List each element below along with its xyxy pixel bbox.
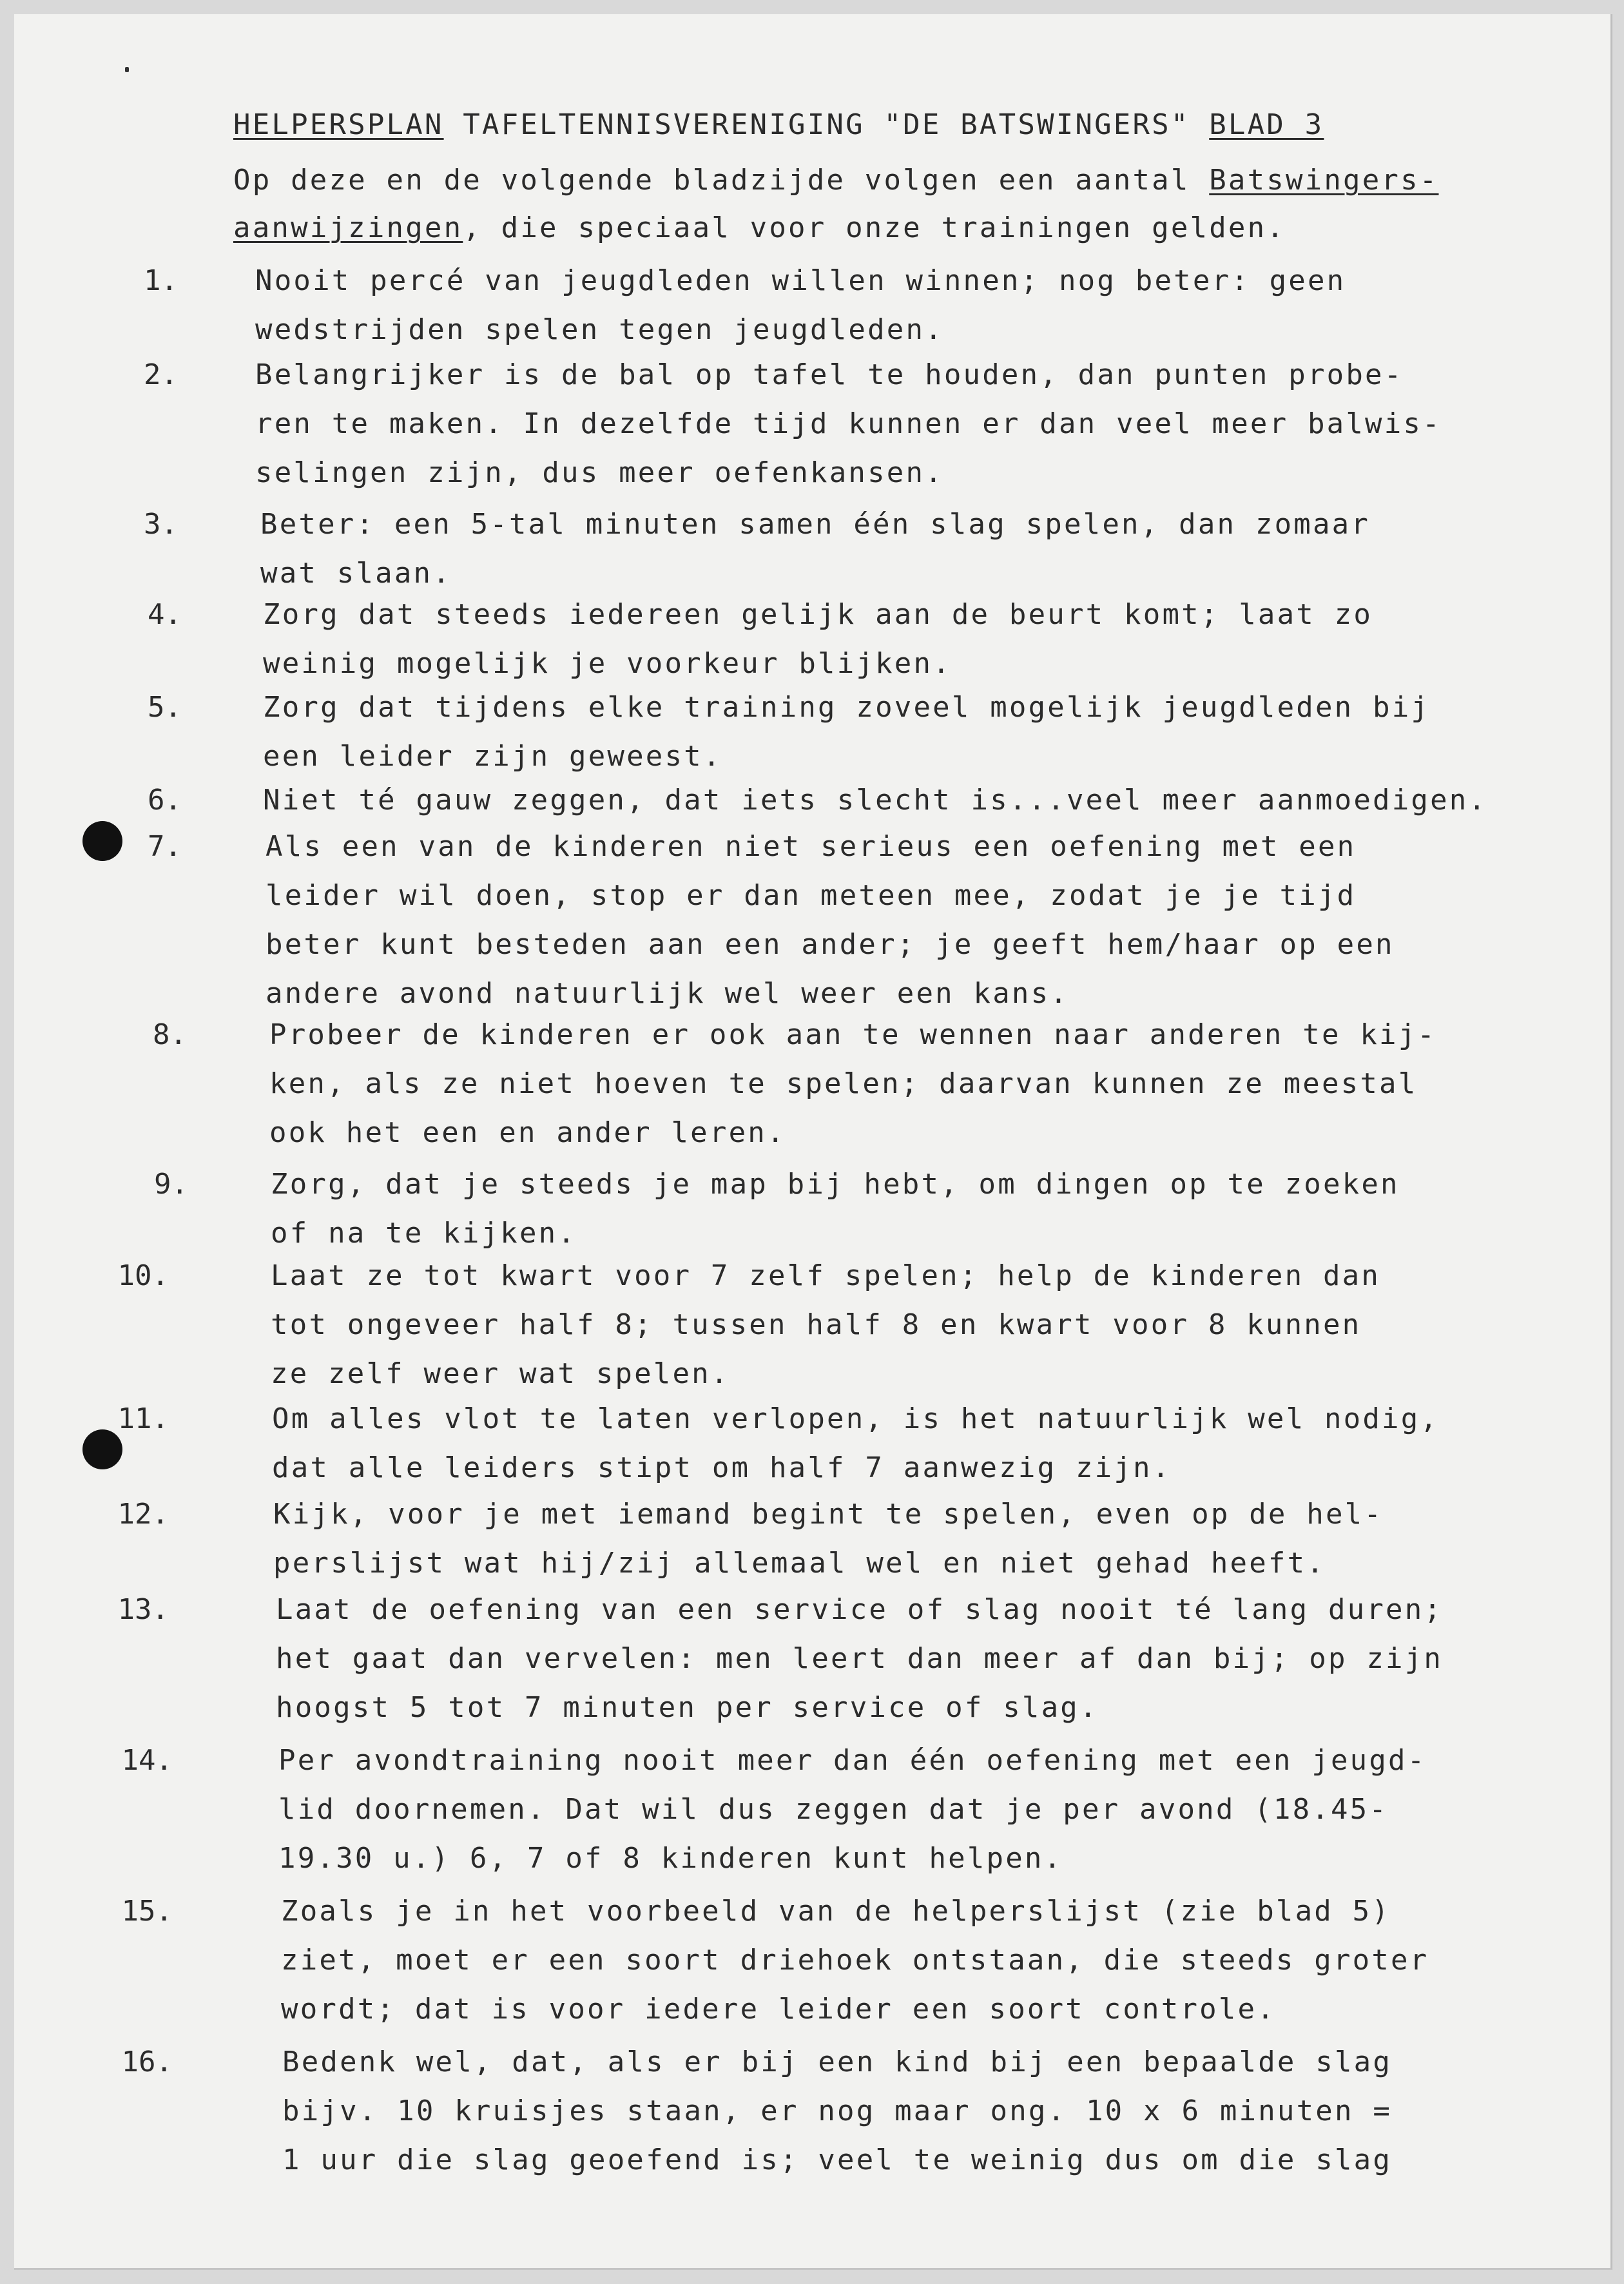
item-line: een leider zijn geweest. <box>263 740 722 773</box>
item-line: Laat de oefening van een service of slag nooit té lang duren; <box>276 1593 1444 1626</box>
item-line: Bedenk wel, dat, als er bij een kind bij een bepaalde slag <box>282 2046 1393 2078</box>
item-line: selingen zijn, dus meer oefenkansen. <box>255 456 944 489</box>
item-number: 2. <box>144 358 178 391</box>
item-line: dat alle leiders stipt om half 7 aanwezig zijn. <box>272 1451 1172 1484</box>
item-line: Zoals je in het voorbeeld van de helperslijst (zie blad 5) <box>281 1895 1391 1928</box>
item-number: 13. <box>117 1593 169 1626</box>
item-line: Om alles vlot te laten verlopen, is het natuurlijk wel nodig, <box>272 1402 1440 1435</box>
item-line: ren te maken. In dezelfde tijd kunnen er dan veel meer balwis- <box>255 407 1442 440</box>
item-line: lid doornemen. Dat wil dus zeggen dat je per avond (18.45- <box>278 1793 1389 1826</box>
document-page <box>14 14 1612 2270</box>
intro-line-1 <box>233 161 1439 200</box>
title-helpersplan: HELPERSPLAN <box>233 108 444 141</box>
item-line: Als een van de kinderen niet serieus een oefening met een <box>266 830 1357 863</box>
title-club-name: TAFELTENNISVERENIGING "DE BATSWINGERS" <box>463 108 1190 141</box>
item-line: Probeer de kinderen er ook aan te wennen naar anderen te kij- <box>269 1018 1437 1051</box>
item-line: ken, als ze niet hoeven te spelen; daarvan kunnen ze meestal <box>269 1067 1418 1100</box>
item-line: Beter: een 5-tal minuten samen één slag spelen, dan zomaar <box>260 508 1371 541</box>
item-line: 19.30 u.) 6, 7 of 8 kinderen kunt helpen. <box>278 1842 1063 1875</box>
item-number: 11. <box>117 1402 169 1435</box>
item-line: het gaat dan vervelen: men leert dan meer af dan bij; op zijn <box>276 1642 1444 1675</box>
item-line: tot ongeveer half 8; tussen half 8 en kwart voor 8 kunnen <box>271 1308 1362 1341</box>
item-number: 12. <box>117 1498 169 1531</box>
item-line: Belangrijker is de bal op tafel te houden, dan punten probe- <box>255 358 1404 391</box>
item-line: Zorg dat tijdens elke training zoveel mogelijk jeugdleden bij <box>263 691 1431 724</box>
item-number: 5. <box>148 691 182 724</box>
item-line: perslijst wat hij/zij allemaal wel en niet gehad heeft. <box>273 1547 1326 1580</box>
item-line: Zorg dat steeds iedereen gelijk aan de beurt komt; laat zo <box>263 598 1373 631</box>
item-line: Kijk, voor je met iemand begint te spelen, even op de hel- <box>273 1498 1384 1531</box>
item-line: wordt; dat is voor iedere leider een soort controle. <box>281 1993 1276 2026</box>
item-line: weinig mogelijk je voorkeur blijken. <box>263 647 952 680</box>
item-line: andere avond natuurlijk wel weer een kans. <box>266 977 1069 1010</box>
item-number: 10. <box>117 1259 169 1292</box>
item-number: 8. <box>153 1018 187 1051</box>
item-line: Nooit percé van jeugdleden willen winnen; nog beter: geen <box>255 264 1346 297</box>
item-line: beter kunt besteden aan een ander; je geeft hem/haar op een <box>266 928 1395 961</box>
item-line: 1 uur die slag geoefend is; veel te weinig dus om die slag <box>282 2144 1393 2176</box>
item-number: 16. <box>121 2046 173 2078</box>
item-line: of na te kijken. <box>271 1217 577 1250</box>
item-line: Niet té gauw zeggen, dat iets slecht is...veel meer aanmoedigen. <box>263 784 1488 817</box>
intro-underlined: aanwijzingen <box>233 211 463 244</box>
item-line: bijv. 10 kruisjes staan, er nog maar ong. 10 x 6 minuten = <box>282 2095 1393 2127</box>
item-line: Laat ze tot kwart voor 7 zelf spelen; help de kinderen dan <box>271 1259 1381 1292</box>
intro-line-2 <box>233 209 1286 247</box>
intro-underlined: Batswingers- <box>1209 164 1439 197</box>
item-number: 9. <box>154 1168 188 1201</box>
item-line: Zorg, dat je steeds je map bij hebt, om dingen op te zoeken <box>271 1168 1400 1201</box>
intro-text: Op deze en de volgende bladzijde volgen een aantal <box>233 164 1210 197</box>
item-line: ziet, moet er een soort driehoek ontstaan, die steeds groter <box>281 1944 1429 1977</box>
item-number: 15. <box>121 1895 173 1928</box>
item-line: hoogst 5 tot 7 minuten per service of slag. <box>276 1691 1099 1724</box>
item-line: Per avondtraining nooit meer dan één oefening met een jeugd- <box>278 1744 1427 1777</box>
text-block <box>14 14 1612 2270</box>
item-line: wat slaan. <box>260 557 452 590</box>
item-number: 4. <box>148 598 182 631</box>
page-title <box>233 106 1324 144</box>
item-number: 1. <box>144 264 178 297</box>
item-number: 14. <box>121 1744 173 1777</box>
title-sheet-number: BLAD 3 <box>1209 108 1324 141</box>
item-line: ook het een en ander leren. <box>269 1116 786 1149</box>
item-line: wedstrijden spelen tegen jeugdleden. <box>255 313 944 346</box>
item-number: 6. <box>148 784 182 817</box>
intro-text: , die speciaal voor onze trainingen gelden. <box>463 211 1286 244</box>
item-number: 7. <box>148 830 182 863</box>
item-line: leider wil doen, stop er dan meteen mee, zodat je je tijd <box>266 879 1357 912</box>
item-line: ze zelf weer wat spelen. <box>271 1357 730 1390</box>
item-number: 3. <box>144 508 178 541</box>
